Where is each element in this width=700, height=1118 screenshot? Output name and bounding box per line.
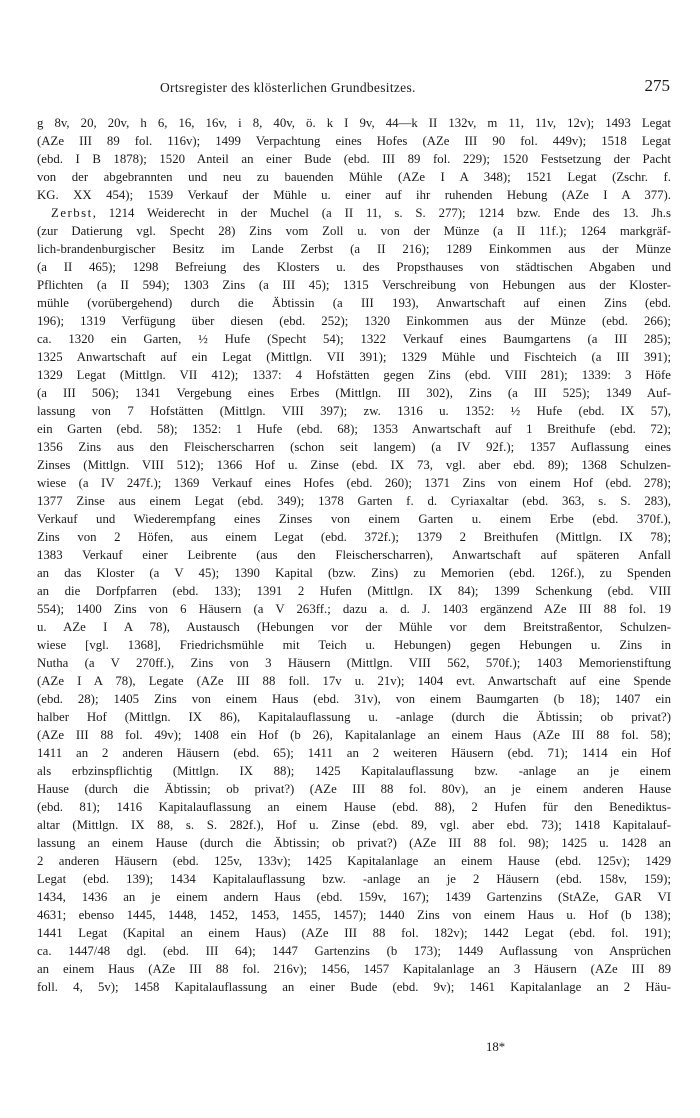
- text-line: [37, 528, 671, 546]
- line-text: altar (Mittlgn. IX 88, s. S. 282f.), Hof u. Zinse (ebd. 89, vgl. aber ebd. 73); 1418 Kapitalauf-: [37, 818, 671, 832]
- text-line: [37, 870, 671, 888]
- line-text: wiese [vgl. 1368], Friedrichsmühle mit Teich u. Hebungen) gegen Hebungen u. Zins in: [37, 638, 671, 652]
- line-text: (a III 506); 1341 Vergebung eines Erbes (Mittlgn. III 302), Zins (a III 525); 1349 Auf-: [37, 386, 671, 400]
- line-text: an die Dorfpfarren (ebd. 133); 1391 2 Hufen (Mittlgn. IX 84); 1399 Schenkung (ebd. VIII: [37, 584, 671, 598]
- line-text: lich-brandenburgischer Besitz im Lande Zerbst (a II 216); 1289 Einkommen aus der Münze: [37, 242, 671, 256]
- text-line: [37, 186, 671, 204]
- line-text: halber Hof (Mittlgn. IX 86), Kapitalauflassung u. -anlage (durch die Äbtissin; ob privat?): [37, 710, 671, 724]
- text-line: [37, 132, 671, 150]
- line-text: 1411 an 2 anderen Häusern (ebd. 65); 1411 an 2 weiteren Häusern (ebd. 71); 1414 ein Hof: [37, 746, 671, 760]
- text-line: [37, 978, 671, 996]
- line-text: KG. XX 454); 1539 Verkauf der Mühle u. einer auf ihr ruhenden Hebung (AZe I A 377).: [37, 188, 671, 202]
- line-text: lassung von 7 Hofstätten (Mittlgn. VIII 397); zw. 1316 u. 1352: ½ Hufe (ebd. IX 57),: [37, 404, 671, 418]
- text-line: [37, 330, 671, 348]
- page-number: 275: [644, 76, 670, 95]
- line-text: lassung an einem Hause (durch die Äbtissin; ob privat?) (AZe III 88 fol. 98); 1425 u. 1428 an: [37, 836, 671, 850]
- line-text: 196); 1319 Verfügung über diesen (ebd. 252); 1320 Einkommen aus der Münze (ebd. 266);: [37, 314, 671, 328]
- line-text: (zur Datierung vgl. Specht 28) Zins vom Zoll u. von der Münze (a II 11f.); 1264 markgräf-: [37, 224, 671, 238]
- text-line: [37, 366, 671, 384]
- text-line: [37, 924, 671, 942]
- line-text: ein Garten (ebd. 58); 1352: 1 Hufe (ebd. 68); 1353 Anwartschaft auf 1 Breithufe (ebd. 72);: [37, 422, 671, 436]
- text-line: [37, 834, 671, 852]
- text-line: [37, 906, 671, 924]
- line-text: ca. 1447/48 dgl. (ebd. III 64); 1447 Gartenzins (b 173); 1449 Auflassung von Ansprüchen: [37, 944, 671, 958]
- text-line: [37, 168, 671, 186]
- text-line: [37, 492, 671, 510]
- text-line: [37, 564, 671, 582]
- line-text: von der abgebrannten und neu zu bauenden Mühle (AZe I A 348); 1521 Legat (Zschr. f.: [37, 170, 671, 184]
- text-line: [37, 294, 671, 312]
- text-line: [37, 402, 671, 420]
- text-line: [37, 114, 671, 132]
- line-text: 1329 Legat (Mittlgn. VII 412); 1337: 4 Hofstätten gegen Zins (ebd. VIII 281); 1339: 3 Höfe: [37, 368, 671, 382]
- line-text: Hause (durch die Äbtissin; ob privat?) (AZe III 88 fol. 80v), an je einem anderen Hause: [37, 782, 671, 796]
- text-line: [37, 258, 671, 276]
- text-line: [37, 888, 671, 906]
- text-line: [37, 852, 671, 870]
- line-text: an einem Haus (AZe III 88 fol. 216v); 1456, 1457 Kapitalanlage an 3 Häusern (AZe III 89: [37, 962, 671, 976]
- text-line: [37, 690, 671, 708]
- text-line: [37, 726, 671, 744]
- line-text: Verkauf und Wiederempfang eines Zinses von einem Garten u. einem Erbe (ebd. 370f.),: [37, 512, 671, 526]
- text-line: [37, 798, 671, 816]
- page-header: [40, 76, 670, 102]
- text-line: [37, 618, 671, 636]
- text-line: [37, 546, 671, 564]
- text-line: [37, 942, 671, 960]
- text-line: [37, 672, 671, 690]
- line-text: 2 anderen Häusern (ebd. 125v, 133v); 1425 Kapitalanlage an einem Hause (ebd. 125v); 1429: [37, 854, 671, 868]
- line-text: 1434, 1436 an je einem andern Haus (ebd. 159v, 167); 1439 Gartenzins (StAZe, GAR VI: [37, 890, 671, 904]
- line-text: (AZe I A 78), Legate (AZe III 88 foll. 17v u. 21v); 1404 evt. Anwartschaft auf eine Spende: [37, 674, 671, 688]
- text-line: [37, 762, 671, 780]
- text-line: [37, 780, 671, 798]
- entry-heading: Zerbst: [51, 206, 93, 220]
- line-text: (ebd. 81); 1416 Kapitalauflassung an einem Hause (ebd. 88), 2 Hufen für den Benediktus-: [37, 800, 671, 814]
- text-line: [37, 276, 671, 294]
- text-line: [37, 312, 671, 330]
- line-text: 1441 Legat (Kapital an einem Haus) (AZe III 88 fol. 182v); 1442 Legat (ebd. fol. 191);: [37, 926, 671, 940]
- line-text: Zinses (Mittlgn. VIII 512); 1366 Hof u. Zinse (ebd. IX 73, vgl. aber ebd. 89); 1368 Schulzen-: [37, 458, 671, 472]
- text-line: [37, 456, 671, 474]
- text-line: [37, 222, 671, 240]
- line-text: 1377 Zinse aus einem Legat (ebd. 349); 1378 Garten f. d. Cyriaxaltar (ebd. 363, s. S. 283),: [37, 494, 671, 508]
- text-line: [37, 816, 671, 834]
- line-text: g 8v, 20, 20v, h 6, 16, 16v, i 8, 40v, ö. k I 9v, 44—k II 132v, m 11, 11v, 12v); 1493 Legat: [37, 116, 671, 130]
- line-text: (ebd. 28); 1405 Zins von einem Haus (ebd. 31v), von einem Baumgarten (b 18); 1407 ein: [37, 692, 671, 706]
- text-line: [37, 744, 671, 762]
- line-text: (AZe III 89 fol. 116v); 1499 Verpachtung eines Hofes (AZe III 90 fol. 449v); 1518 Legat: [37, 134, 671, 148]
- register-text: [37, 114, 671, 996]
- text-line: [37, 474, 671, 492]
- line-text: mühle (vorübergehend) durch die Äbtissin (a III 193), Anwartschaft auf einen Zins (ebd.: [37, 296, 671, 310]
- line-text: 4631; ebenso 1445, 1448, 1452, 1453, 1455, 1457); 1440 Zins von einem Haus u. Hof (b 138);: [37, 908, 671, 922]
- text-line: [37, 438, 671, 456]
- text-line: [37, 654, 671, 672]
- line-text: foll. 4, 5v); 1458 Kapitalauflassung an einer Bude (ebd. 9v); 1461 Kapitalanlage an 2 Häu-: [37, 980, 671, 994]
- text-line: [37, 636, 671, 654]
- line-text: Nutha (a V 270ff.), Zins von 3 Häusern (Mittlgn. VIII 562, 570f.); 1403 Memorienstiftung: [37, 656, 671, 670]
- line-text: (a II 465); 1298 Befreiung des Klosters u. des Propsthauses von städtischen Abgaben und: [37, 260, 671, 274]
- text-line: [37, 420, 671, 438]
- line-text: 1356 Zins aus den Fleischerscharren (schon seit langem) (a IV 92f.); 1357 Auflassung eines: [37, 440, 671, 454]
- text-line: [37, 348, 671, 366]
- line-text: Zins von 2 Höfen, aus einem Legat (ebd. 372f.); 1379 2 Breithufen (Mittlgn. IX 78);: [37, 530, 671, 544]
- text-line: [37, 600, 671, 618]
- line-text: 1383 Verkauf einer Leibrente (aus den Fleischerscharren), Anwartschaft auf späteren Anfall: [37, 548, 671, 562]
- line-text: wiese (a IV 247f.); 1369 Verkauf eines Hofes (ebd. 260); 1371 Zins von einem Hof (ebd. 278);: [37, 476, 671, 490]
- line-text: an das Kloster (a V 45); 1390 Kapital (bzw. Zins) zu Memorien (ebd. 126f.), zu Spenden: [37, 566, 671, 580]
- text-line: [37, 960, 671, 978]
- text-line: [37, 384, 671, 402]
- line-text: (ebd. I B 1878); 1520 Anteil an einer Bude (ebd. III 89 fol. 229); 1520 Festsetzung der Pacht: [37, 152, 671, 166]
- line-text: 1325 Anwartschaft auf ein Legat (Mittlgn. VII 391); 1329 Mühle und Fischteich (a III 391);: [37, 350, 671, 364]
- running-title: Ortsregister des klösterlichen Grundbesitzes.: [160, 80, 416, 95]
- text-line: [37, 582, 671, 600]
- line-text: Legat (ebd. 139); 1434 Kapitalauflassung bzw. -anlage an je 2 Häusern (ebd. 158v, 159);: [37, 872, 671, 886]
- text-line: [37, 240, 671, 258]
- line-text: , 1214 Weiderecht in der Muchel (a II 11, s. S. 277); 1214 bzw. Ende des 13. Jh.s: [92, 206, 671, 220]
- text-line: [37, 204, 671, 222]
- line-text: u. AZe I A 78), Austausch (Hebungen vor der Mühle vor dem Breitstraßentor, Schulzen-: [37, 620, 671, 634]
- line-text: Pflichten (a II 594); 1303 Zins (a III 45); 1315 Verschreibung von Hebungen aus der Kloster-: [37, 278, 671, 292]
- line-text: als erbzinspflichtig (Mittlgn. IX 88); 1425 Kapitalauflassung bzw. -anlage an je einem: [37, 764, 671, 778]
- text-line: [37, 708, 671, 726]
- line-text: ca. 1320 ein Garten, ½ Hufe (Specht 54); 1322 Verkauf eines Baumgartens (a III 285);: [37, 332, 671, 346]
- text-line: [37, 510, 671, 528]
- line-text: (AZe III 88 fol. 49v); 1408 ein Hof (b 26), Kapitalanlage an einem Haus (AZe III 88 fol. 58);: [37, 728, 671, 742]
- line-text: 554); 1400 Zins von 6 Häusern (a V 263ff.; dazu a. d. J. 1403 ergänzend AZe III 88 fol. 19: [37, 602, 671, 616]
- signature-mark: 18*: [486, 1040, 506, 1054]
- text-line: [37, 150, 671, 168]
